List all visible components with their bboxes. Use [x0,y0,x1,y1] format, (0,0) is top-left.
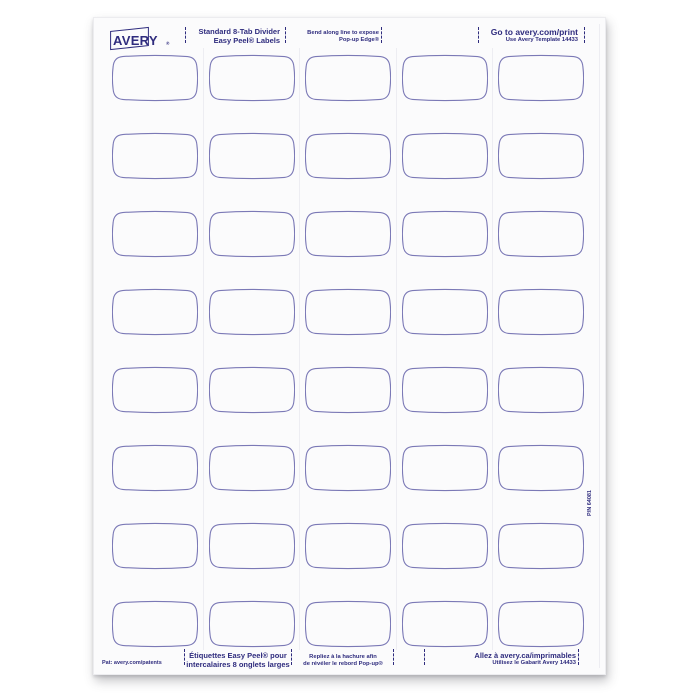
label-outline-shape [112,288,198,336]
bend-instruction-fr-line1: Repliez à la hachure afin [309,654,377,660]
divider-label [305,210,391,258]
label-outline-shape [498,54,584,102]
divider-label [402,288,488,336]
label-outline-shape [498,132,584,180]
label-outline-shape [498,600,584,648]
label-outline-shape [112,444,198,492]
divider-label [305,132,391,180]
divider-label [209,54,295,102]
header-web-info [482,27,578,44]
label-outline-shape [498,366,584,414]
label-outline-shape [112,54,198,102]
product-title-line1: Standard 8-Tab Divider [198,27,280,36]
divider-label [305,366,391,414]
label-outline-shape [209,210,295,258]
label-outline-shape [402,366,488,414]
label-outline-shape [112,366,198,414]
divider-label [112,54,198,102]
footer-dash-separator [393,649,394,665]
header-dash-separator [584,27,585,43]
header-product-title [190,27,280,45]
web-info-line2: Use Avery Template 14433 [505,37,578,43]
divider-label [209,132,295,180]
header-bend-instruction [294,30,379,44]
label-outline-shape [305,132,391,180]
footer-bend-instruction-fr [293,654,393,668]
divider-label [498,444,584,492]
label-outline-shape [209,600,295,648]
divider-label [402,366,488,414]
divider-label [112,210,198,258]
edge-perforation-line [599,24,600,668]
label-outline-shape [498,288,584,336]
web-info-fr-line2: Utilisez le Gabarit Avery 14433 [492,660,576,666]
divider-label [209,444,295,492]
header-dash-separator [478,27,479,43]
divider-label [305,444,391,492]
web-info-fr-line1: Allez à avery.ca/imprimables [474,651,576,660]
label-outline-shape [498,522,584,570]
bend-instruction-line2: Pop-up Edge® [338,37,379,43]
label-outline-shape [305,444,391,492]
label-outline-shape [402,288,488,336]
avery-logo-text: AVERY [113,33,158,48]
divider-label [498,600,584,648]
divider-label [402,522,488,570]
header-dash-separator [285,27,286,43]
label-outline-shape [209,54,295,102]
divider-label [209,288,295,336]
label-outline-shape [305,366,391,414]
label-outline-shape [305,288,391,336]
label-outline-shape [209,522,295,570]
label-outline-shape [402,444,488,492]
divider-label [112,522,198,570]
divider-label [498,54,584,102]
divider-label [209,522,295,570]
avery-label-sheet [93,17,606,675]
divider-label [402,600,488,648]
divider-label [498,522,584,570]
avery-logo [109,28,175,54]
label-outline-shape [498,444,584,492]
label-outline-shape [305,54,391,102]
divider-label [498,210,584,258]
divider-label [402,132,488,180]
patents-notice: Pat: avery.com/patents [102,660,162,666]
registered-mark: ® [166,41,170,46]
label-outline-shape [112,600,198,648]
footer-dash-separator [578,649,579,665]
divider-label [498,132,584,180]
label-outline-shape [402,210,488,258]
label-outline-shape [402,522,488,570]
label-outline-shape [209,444,295,492]
divider-label [112,132,198,180]
label-outline-shape [498,210,584,258]
label-outline-shape [209,132,295,180]
label-outline-shape [112,210,198,258]
divider-label [305,600,391,648]
product-title-fr-line1: Étiquettes Easy Peel® pour [189,651,287,660]
divider-label [402,54,488,102]
divider-label [402,210,488,258]
divider-label [498,288,584,336]
divider-label [305,522,391,570]
part-number-vertical: P/N 64081 [587,490,593,516]
header-dash-separator [185,27,186,43]
divider-label [498,366,584,414]
divider-label [112,444,198,492]
label-outline-shape [112,132,198,180]
divider-label [305,288,391,336]
web-info-line1: Go to avery.com/print [490,27,578,37]
divider-label [209,210,295,258]
label-outline-shape [305,210,391,258]
divider-label [305,54,391,102]
product-title-fr-line2: intercalaires 8 onglets larges [186,660,290,669]
label-outline-shape [112,522,198,570]
label-outline-shape [402,54,488,102]
footer-dash-separator [291,649,292,665]
bend-instruction-line1: Bend along line to expose [307,30,379,36]
divider-label [112,288,198,336]
footer-dash-separator [424,649,425,665]
bend-instruction-fr-line2: de révéler le rebord Pop-up® [303,661,383,667]
label-outline-shape [402,132,488,180]
footer-web-info-fr [428,651,576,667]
footer-product-title-fr [184,651,292,669]
label-outline-shape [305,600,391,648]
divider-label [112,366,198,414]
divider-label [209,366,295,414]
divider-label [112,600,198,648]
divider-label [402,444,488,492]
label-outline-shape [305,522,391,570]
header-dash-separator [381,27,382,43]
label-outline-shape [402,600,488,648]
label-grid [112,54,584,648]
label-outline-shape [209,288,295,336]
divider-label [209,600,295,648]
product-title-line2: Easy Peel® Labels [213,36,280,45]
label-outline-shape [209,366,295,414]
